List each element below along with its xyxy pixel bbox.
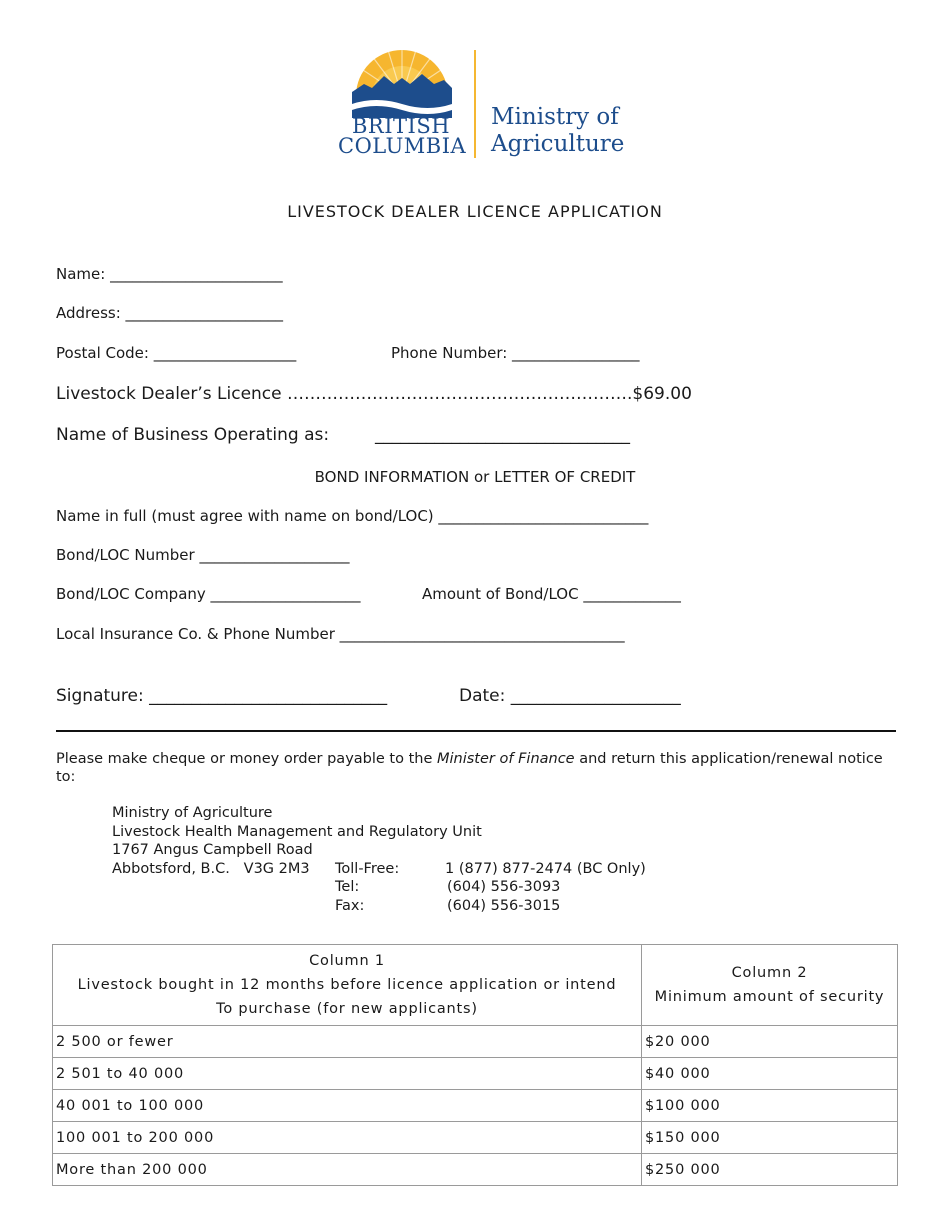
table-row <box>53 1090 898 1122</box>
business-name-field[interactable]: ______________________________ <box>375 425 630 445</box>
table-row <box>53 1154 898 1186</box>
address-line-1: Ministry of Agriculture <box>112 805 273 821</box>
fax-label: Fax: <box>335 898 365 914</box>
logo-ministry-of: Ministry of <box>491 104 619 130</box>
security-amount: $250 000 <box>642 1154 898 1186</box>
table-row <box>53 1058 898 1090</box>
column-1-header: Column 1 Livestock bought in 12 months before licence application or intend To purchase (for new applicants) <box>53 945 642 1026</box>
livestock-count: 40 001 to 100 000 <box>53 1090 642 1122</box>
security-amount: $150 000 <box>642 1122 898 1154</box>
security-table <box>52 944 898 1186</box>
address-line-2: Livestock Health Management and Regulatory Unit <box>112 824 482 840</box>
column-2-header: Column 2 Minimum amount of security <box>642 945 898 1026</box>
bond-company-field[interactable]: Bond/LOC Company ____________________ <box>56 585 361 603</box>
tollfree-label: Toll-Free: <box>335 861 400 877</box>
bond-number-field[interactable]: Bond/LOC Number ____________________ <box>56 546 350 564</box>
security-amount: $40 000 <box>642 1058 898 1090</box>
licence-fee-line: Livestock Dealer’s Licence …………………………………………………….$69.00 <box>56 384 692 404</box>
address-field[interactable]: Address: _____________________ <box>56 304 284 322</box>
fax-number: (604) 556-3015 <box>447 898 561 914</box>
section-divider <box>56 730 896 732</box>
livestock-count: 2 501 to 40 000 <box>53 1058 642 1090</box>
table-row <box>53 1026 898 1058</box>
tel-number: (604) 556-3093 <box>447 879 561 895</box>
payment-instructions: Please make cheque or money order payable to the Minister of Finance and return this application/renewal notice to: <box>56 751 883 785</box>
page-title: LIVESTOCK DEALER LICENCE APPLICATION <box>287 202 663 221</box>
tollfree-number: 1 (877) 877-2474 (BC Only) <box>445 861 646 877</box>
table-row <box>53 1122 898 1154</box>
postal-code-field[interactable]: Postal Code: ___________________ <box>56 344 297 362</box>
table-header-row <box>53 945 898 1026</box>
insurance-field[interactable]: Local Insurance Co. & Phone Number ______________________________________ <box>56 625 625 643</box>
name-field[interactable]: Name: _______________________ <box>56 265 283 283</box>
full-name-field[interactable]: Name in full (must agree with name on bond/LOC) ____________________________ <box>56 507 649 525</box>
logo-divider <box>474 50 476 158</box>
bc-sun-mountains-emblem <box>350 48 454 118</box>
bc-government-logo <box>336 46 626 164</box>
date-field[interactable]: Date: ____________________ <box>459 686 681 706</box>
payee-name: Minister of Finance <box>437 751 575 767</box>
livestock-count: More than 200 000 <box>53 1154 642 1186</box>
logo-columbia: COLUMBIA <box>338 134 467 158</box>
address-line-4: Abbotsford, B.C. V3G 2M3 <box>112 861 310 877</box>
phone-number-field[interactable]: Phone Number: _________________ <box>391 344 640 362</box>
logo-agriculture: Agriculture <box>491 131 625 157</box>
signature-field[interactable]: Signature: ____________________________ <box>56 686 388 706</box>
bond-section-heading: BOND INFORMATION or LETTER OF CREDIT <box>314 468 636 486</box>
livestock-count: 2 500 or fewer <box>53 1026 642 1058</box>
business-name-label: Name of Business Operating as: <box>56 425 330 445</box>
security-amount: $100 000 <box>642 1090 898 1122</box>
bond-amount-field[interactable]: Amount of Bond/LOC _____________ <box>422 585 681 603</box>
address-line-3: 1767 Angus Campbell Road <box>112 842 313 858</box>
security-amount: $20 000 <box>642 1026 898 1058</box>
logo-british: BRITISH <box>352 114 451 138</box>
livestock-count: 100 001 to 200 000 <box>53 1122 642 1154</box>
tel-label: Tel: <box>335 879 360 895</box>
